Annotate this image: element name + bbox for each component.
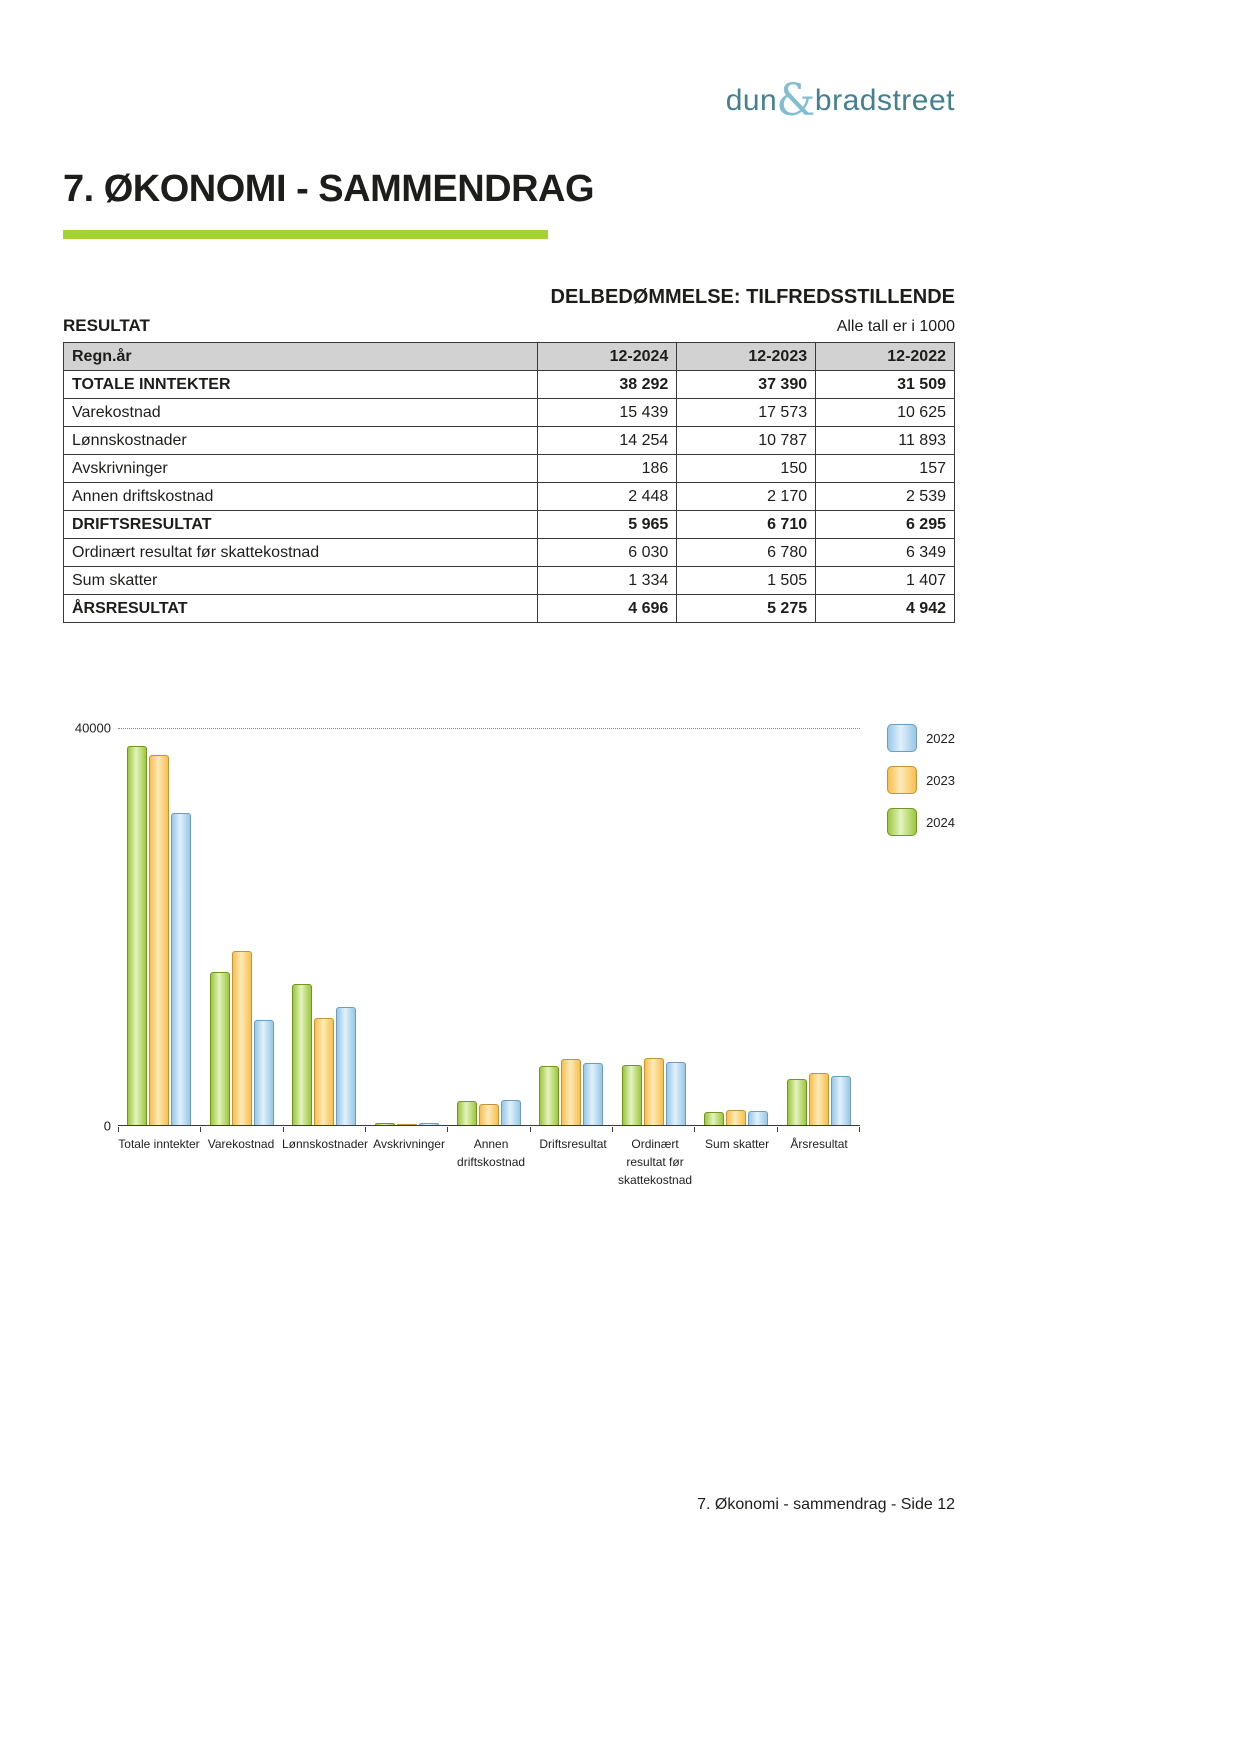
cell-value: 6 295: [816, 511, 955, 539]
x-axis-label: Sum skatter: [705, 1137, 770, 1151]
axis-tick: [365, 1127, 447, 1132]
table-row: [64, 539, 955, 567]
table-header-row: [64, 343, 955, 371]
axis-tick: [777, 1127, 860, 1132]
cell-value: 31 509: [816, 371, 955, 399]
bar-2023: [232, 951, 252, 1125]
cell-value: 4 942: [816, 595, 955, 623]
row-label: ÅRSRESULTAT: [64, 595, 538, 623]
cell-value: 15 439: [538, 399, 677, 427]
bar-2022: [254, 1020, 274, 1125]
legend-label: 2024: [926, 814, 955, 830]
bar-2024: [787, 1079, 807, 1125]
cell-value: 4 696: [538, 595, 677, 623]
bar-2024: [210, 972, 230, 1125]
bar-2022: [171, 813, 191, 1125]
legend-swatch-2022: [887, 724, 917, 752]
bar-2023: [809, 1073, 829, 1125]
axis-tick: [612, 1127, 694, 1132]
bar-2023: [149, 755, 169, 1125]
legend-swatch-2023: [887, 766, 917, 794]
y-axis-max-label: 40000: [74, 720, 111, 736]
table-row: [64, 483, 955, 511]
cell-value: 6 710: [677, 511, 816, 539]
page-title: 7. ØKONOMI - SAMMENDRAG: [63, 168, 595, 210]
bar-2022: [831, 1076, 851, 1125]
table-row: [64, 399, 955, 427]
cell-value: 6 780: [677, 539, 816, 567]
row-label: Lønnskostnader: [64, 427, 538, 455]
logo-text-dun: dun: [725, 84, 778, 117]
table-row: [64, 371, 955, 399]
chart-legend: [887, 724, 955, 836]
bar-2022: [336, 1007, 356, 1125]
table-row: [64, 427, 955, 455]
units-note: Alle tall er i 1000: [836, 318, 955, 335]
cell-value: 17 573: [677, 399, 816, 427]
bar-2023: [561, 1059, 581, 1125]
row-label: Avskrivninger: [64, 455, 538, 483]
bar-2022: [666, 1062, 686, 1125]
x-axis-labels: [118, 1135, 860, 1189]
legend-label: 2023: [926, 772, 955, 788]
bar-2024: [457, 1101, 477, 1125]
cell-value: 2 448: [538, 483, 677, 511]
cell-value: 10 625: [816, 399, 955, 427]
cell-value: 6 349: [816, 539, 955, 567]
result-table: [63, 342, 955, 623]
axis-tick: [694, 1127, 776, 1132]
bar-group: [448, 729, 530, 1125]
cell-value: 157: [816, 455, 955, 483]
cell-value: 2 170: [677, 483, 816, 511]
column-header: Regn.år: [64, 343, 538, 371]
table-row: [64, 455, 955, 483]
row-label: TOTALE INNTEKTER: [64, 371, 538, 399]
column-header: 12-2024: [538, 343, 677, 371]
bar-group: [613, 729, 695, 1125]
legend-item: [887, 766, 955, 794]
axis-tick: [200, 1127, 282, 1132]
logo-text-bradstreet: bradstreet: [814, 84, 955, 117]
bar-2022: [419, 1123, 439, 1125]
legend-swatch-2024: [887, 808, 917, 836]
column-header: 12-2023: [677, 343, 816, 371]
bar-2023: [479, 1104, 499, 1125]
bar-group: [200, 729, 282, 1125]
cell-value: 1 407: [816, 567, 955, 595]
x-axis-label: Driftsresultat: [539, 1137, 607, 1151]
cell-value: 1 505: [677, 567, 816, 595]
table-row: [64, 567, 955, 595]
page-footer: 7. Økonomi - sammendrag - Side 12: [697, 1496, 955, 1513]
cell-value: 14 254: [538, 427, 677, 455]
x-axis-label: Varekostnad: [207, 1137, 275, 1151]
bar-2024: [127, 746, 147, 1125]
axis-tick: [447, 1127, 529, 1132]
table-row: [64, 595, 955, 623]
cell-value: 150: [677, 455, 816, 483]
bar-2023: [397, 1124, 417, 1125]
bar-2024: [622, 1065, 642, 1125]
table-row: [64, 511, 955, 539]
bar-2022: [748, 1111, 768, 1125]
cell-value: 2 539: [816, 483, 955, 511]
cell-value: 10 787: [677, 427, 816, 455]
cell-value: 38 292: [538, 371, 677, 399]
x-axis-ticks: [118, 1127, 860, 1132]
bar-2024: [539, 1066, 559, 1125]
cell-value: 1 334: [538, 567, 677, 595]
legend-item: [887, 724, 955, 752]
result-bar-chart: [63, 712, 955, 1212]
x-axis-label: Lønnskostnader: [282, 1137, 369, 1151]
result-table-header: [64, 343, 955, 371]
bar-2024: [375, 1123, 395, 1125]
ampersand-icon: &: [776, 75, 816, 126]
cell-value: 186: [538, 455, 677, 483]
legend-item: [887, 808, 955, 836]
dun-bradstreet-logo: [725, 70, 955, 126]
result-section-label: RESULTAT: [63, 316, 150, 335]
cell-value: 5 965: [538, 511, 677, 539]
bar-group: [283, 729, 365, 1125]
row-label: Ordinært resultat før skattekostnad: [64, 539, 538, 567]
bar-2022: [501, 1100, 521, 1125]
assessment-heading: DELBEDØMMELSE: TILFREDSSTILLENDE: [550, 286, 955, 308]
y-axis-zero-label: 0: [103, 1118, 111, 1134]
x-axis-label: Avskrivninger: [373, 1137, 445, 1151]
row-label: DRIFTSRESULTAT: [64, 511, 538, 539]
row-label: Annen driftskostnad: [64, 483, 538, 511]
result-section-row: [63, 316, 955, 336]
axis-tick: [118, 1127, 200, 1132]
x-axis-label: Totale inntekter: [118, 1137, 200, 1151]
bar-group: [118, 729, 200, 1125]
cell-value: 11 893: [816, 427, 955, 455]
bar-2023: [644, 1058, 664, 1125]
bar-group: [365, 729, 447, 1125]
cell-value: 6 030: [538, 539, 677, 567]
bar-group: [695, 729, 777, 1125]
bar-2022: [583, 1063, 603, 1125]
x-axis-label: Annen driftskostnad: [457, 1137, 526, 1169]
bar-2023: [726, 1110, 746, 1125]
bar-2023: [314, 1018, 334, 1125]
title-underline-rule: [63, 230, 548, 239]
axis-tick: [283, 1127, 365, 1132]
row-label: Sum skatter: [64, 567, 538, 595]
cell-value: 5 275: [677, 595, 816, 623]
bar-2024: [704, 1112, 724, 1125]
bar-group: [778, 729, 860, 1125]
chart-plot-area: [118, 728, 860, 1126]
row-label: Varekostnad: [64, 399, 538, 427]
bar-group: [530, 729, 612, 1125]
legend-label: 2022: [926, 730, 955, 746]
cell-value: 37 390: [677, 371, 816, 399]
x-axis-label: Årsresultat: [790, 1137, 848, 1151]
axis-tick: [530, 1127, 612, 1132]
x-axis-label: Ordinært resultat før skattekostnad: [618, 1137, 693, 1187]
bar-2024: [292, 984, 312, 1125]
column-header: 12-2022: [816, 343, 955, 371]
result-table-body: [64, 371, 955, 623]
